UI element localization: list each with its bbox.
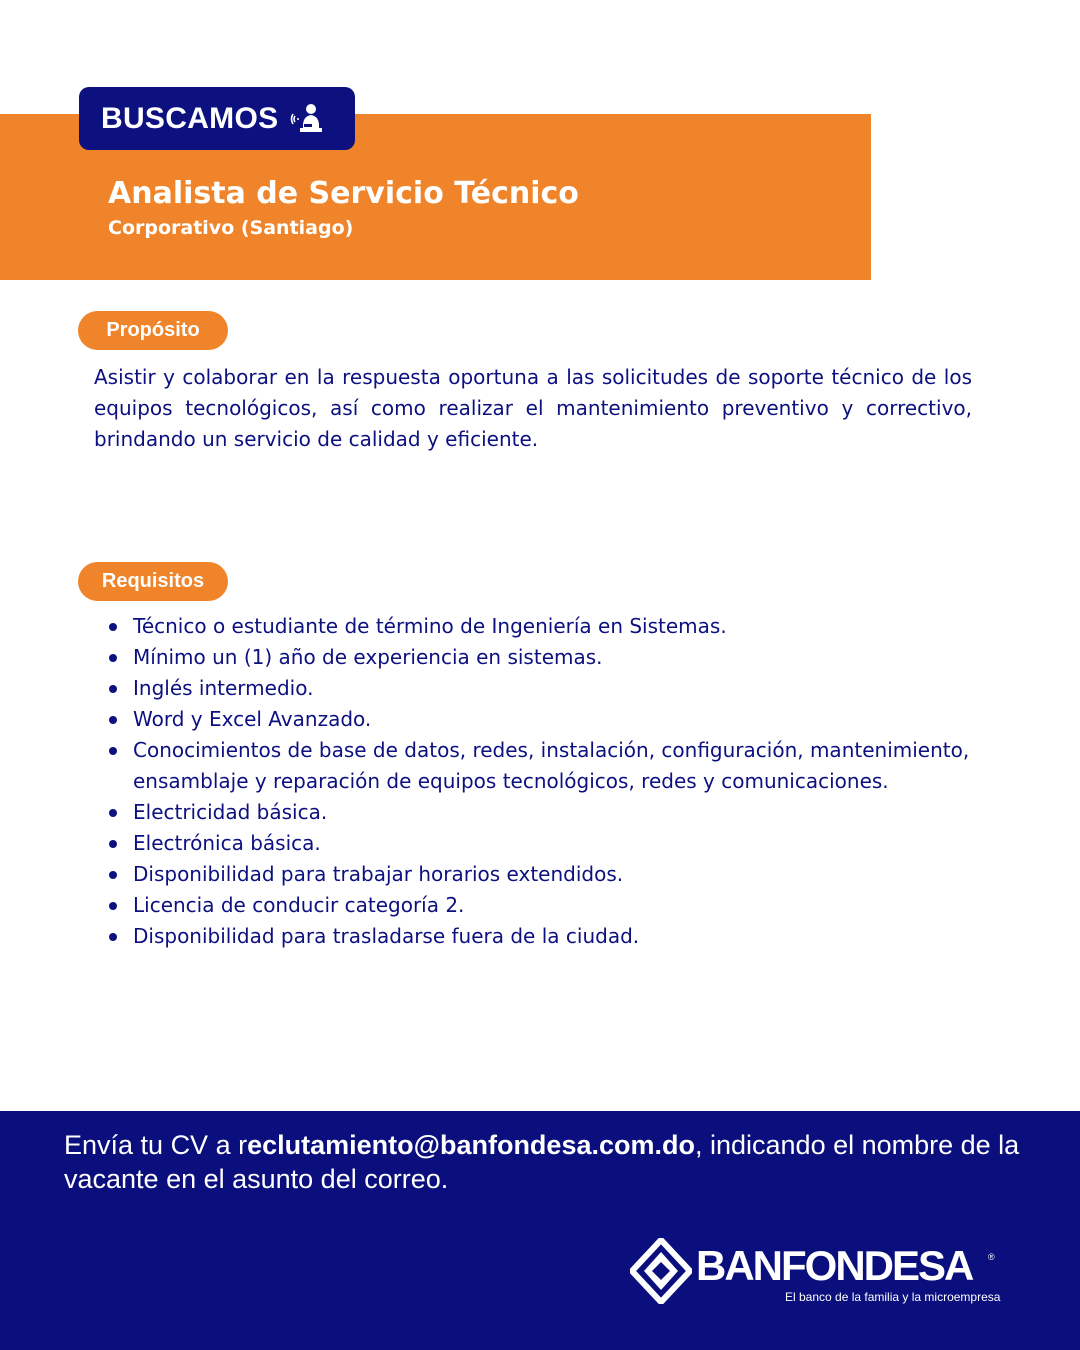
banfondesa-logo [630,1238,1000,1308]
list-item: Inglés intermedio. [104,673,1024,704]
email-address[interactable]: eclutamiento@banfondesa.com.do [247,1130,695,1160]
job-title: Analista de Servicio Técnico [108,176,579,211]
footer-text-after: , indicando el nombre de la vacante en el asunto del correo. [64,1130,1020,1194]
list-item: Word y Excel Avanzado. [104,704,1024,735]
person-at-laptop-icon [290,102,324,136]
list-item: Técnico o estudiante de término de Ingeniería en Sistemas. [104,611,1024,642]
buscamos-label: BUSCAMOS [101,101,279,135]
list-item: Electrónica básica. [104,828,1024,859]
logo-wordmark: BANFONDESA [696,1242,973,1289]
buscamos-badge [79,87,355,150]
footer-instructions [64,1128,1024,1196]
list-item: Disponibilidad para trasladarse fuera de la ciudad. [104,921,1024,952]
purpose-text: Asistir y colaborar en la respuesta oportuna a las solicitudes de soporte técnico de los equipos tecnológicos, así como realizar el mantenimiento preventivo y correctivo, brindando un servicio de calidad y eficiente. [94,365,972,451]
requirements-heading: Requisitos [78,562,228,601]
list-item: Disponibilidad para trabajar horarios extendidos. [104,859,1024,890]
job-location: Corporativo (Santiago) [108,217,354,239]
list-item: Electricidad básica. [104,797,1024,828]
purpose-heading: Propósito [78,311,228,350]
footer-text-before: Envía tu CV a r [64,1130,248,1160]
list-item: Licencia de conducir categoría 2. [104,890,1024,921]
logo-registered-mark: ® [988,1252,995,1262]
list-item: Mínimo un (1) año de experiencia en sistemas. [104,642,1024,673]
list-item: Conocimientos de base de datos, redes, instalación, configuración, mantenimiento, ensamblaje y reparación de equipos tecnológicos, redes y comunicaciones. [104,735,1024,797]
logo-tagline: El banco de la familia y la microempresa [785,1290,1001,1304]
requirements-list [104,611,1024,952]
banfondesa-diamond-icon [630,1238,692,1304]
